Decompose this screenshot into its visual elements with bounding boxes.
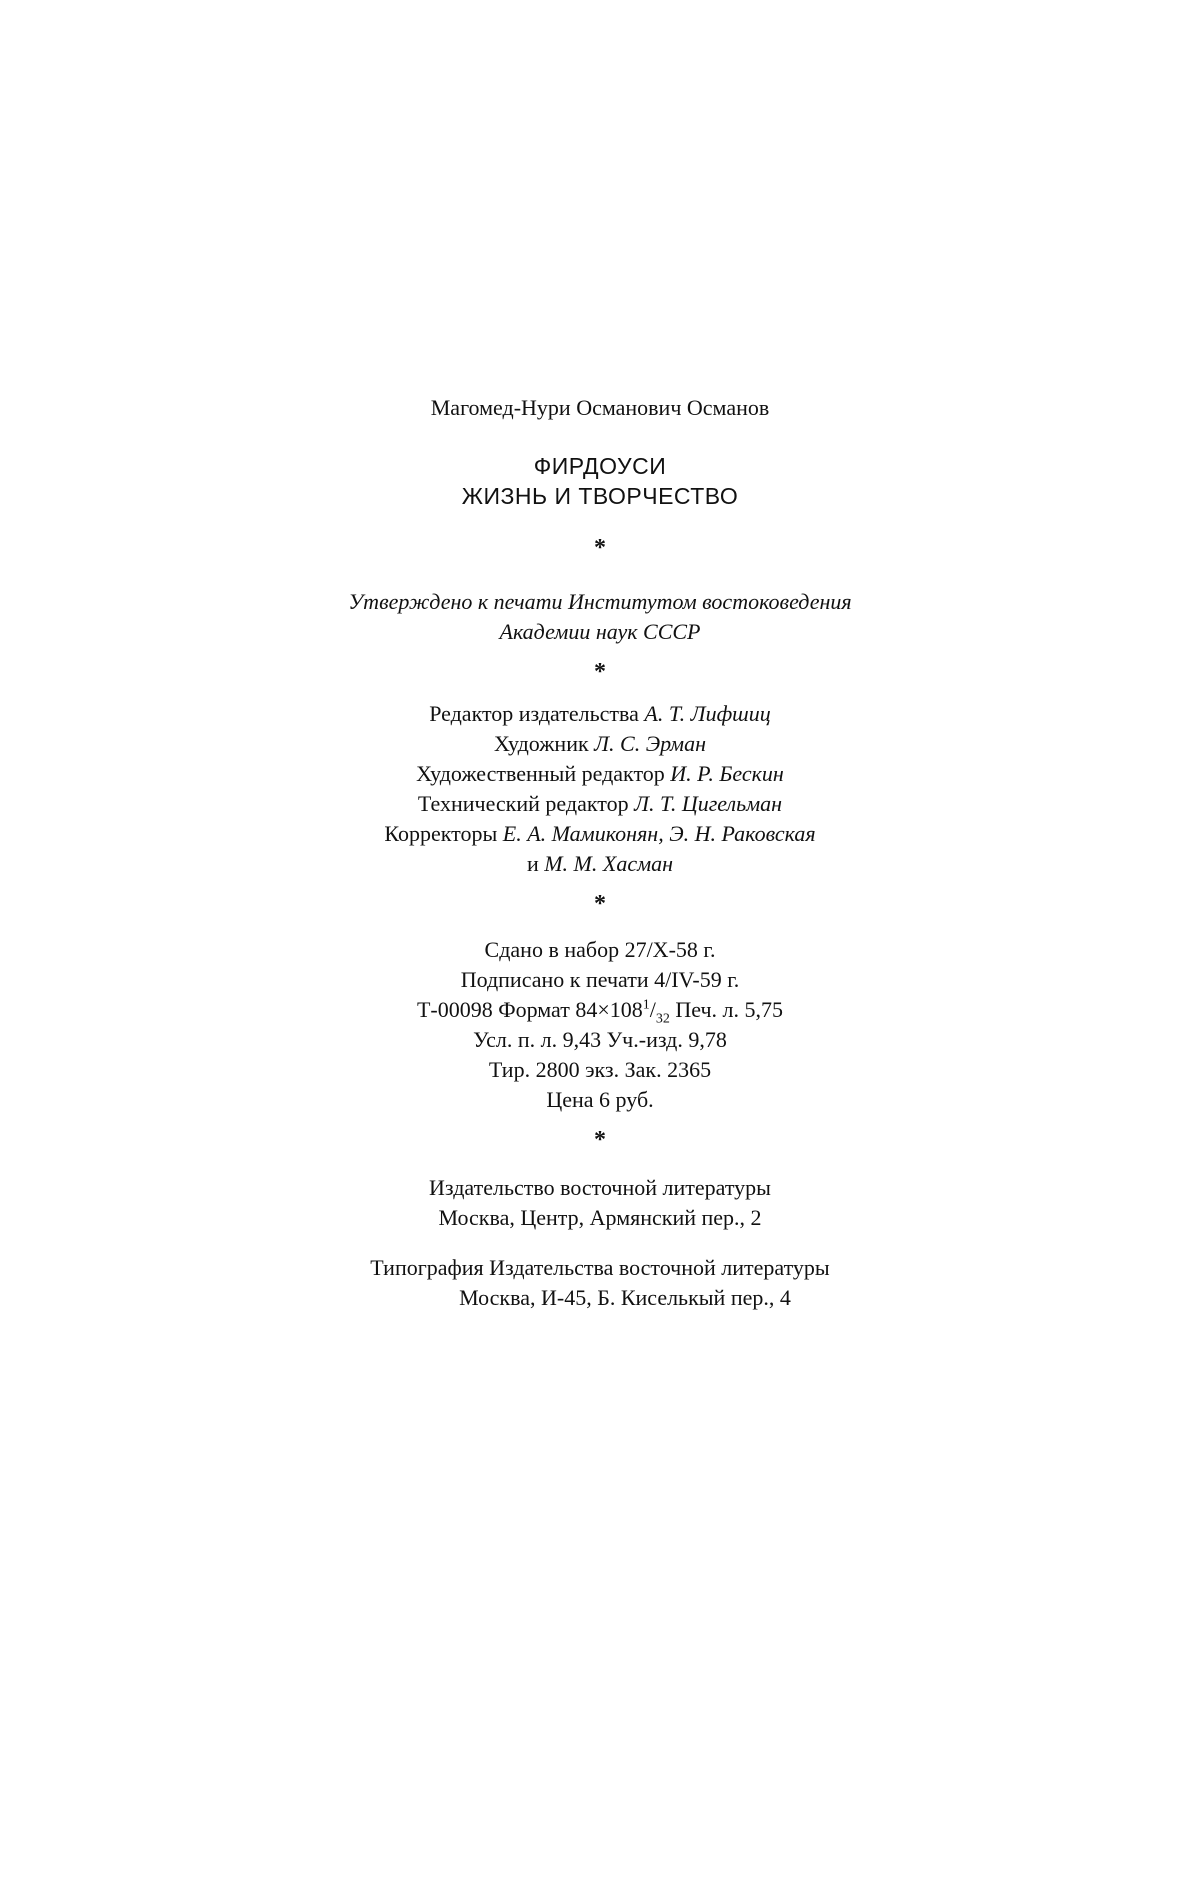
book-title: ФИРДОУСИ [533,453,667,479]
approval-line-1: Утверждено к печати Институтом востоковедения [348,589,852,614]
sheets-line: Усл. п. л. 9,43 Уч.-изд. 9,78 [473,1027,727,1052]
correctors-last-name: М. М. Хасман [544,851,674,876]
printer-address: Москва, И-45, Б. Киселькый пер., 4 [459,1285,791,1310]
price-line: Цена 6 руб. [546,1087,654,1112]
tech-editor-label: Технический редактор [417,791,629,816]
format-sub: 32 [655,1011,670,1027]
artist-name: Л. С. Эрман [594,731,706,756]
tech-editor-credit [0,789,1200,819]
run-line: Тир. 2800 экз. Зак. 2365 [488,1057,712,1082]
correctors-credit [0,819,1200,849]
format-line [0,995,1200,1025]
book-subtitle: ЖИЗНЬ И ТВОРЧЕСТВО [461,483,739,509]
art-editor-name: И. Р. Бескин [670,761,784,786]
correctors-names: Е. А. Мамиконян, Э. Н. Раковская [502,821,816,846]
tech-editor-name: Л. Т. Цигельман [634,791,783,816]
format-suffix: Печ. л. 5,75 [669,997,784,1022]
format-prefix: Т-00098 Формат 84×108 [416,997,643,1022]
printer-name: Типография Издательства восточной литературы [370,1255,830,1280]
separator-asterisk: * [594,535,606,561]
format-slash: / [649,997,656,1022]
correctors-credit-cont [0,849,1200,879]
format-sup: 1 [642,997,650,1013]
publisher-address: Москва, Центр, Армянский пер., 2 [438,1205,762,1230]
correctors-and: и [526,851,539,876]
publisher-block [0,1173,1200,1233]
artist-credit [0,729,1200,759]
separator-asterisk: * [594,659,606,685]
editor-label: Редактор издательства [429,701,639,726]
separator-asterisk: * [594,891,606,917]
colophon [0,393,1200,1313]
art-editor-label: Художественный редактор [416,761,665,786]
separator-asterisk: * [594,1127,606,1153]
signed-date: Подписано к печати 4/IV-59 г. [460,967,740,992]
editor-credit [0,699,1200,729]
editor-name: А. Т. Лифшиц [644,701,771,726]
approval-line-2: Академии наук СССР [499,619,701,644]
printer-block [0,1253,1200,1313]
publisher-name: Издательство восточной литературы [429,1175,771,1200]
correctors-label: Корректоры [384,821,498,846]
author-name: Магомед-Нури Османович Османов [430,395,770,420]
artist-label: Художник [494,731,589,756]
submitted-date: Сдано в набор 27/X-58 г. [484,937,716,962]
art-editor-credit [0,759,1200,789]
